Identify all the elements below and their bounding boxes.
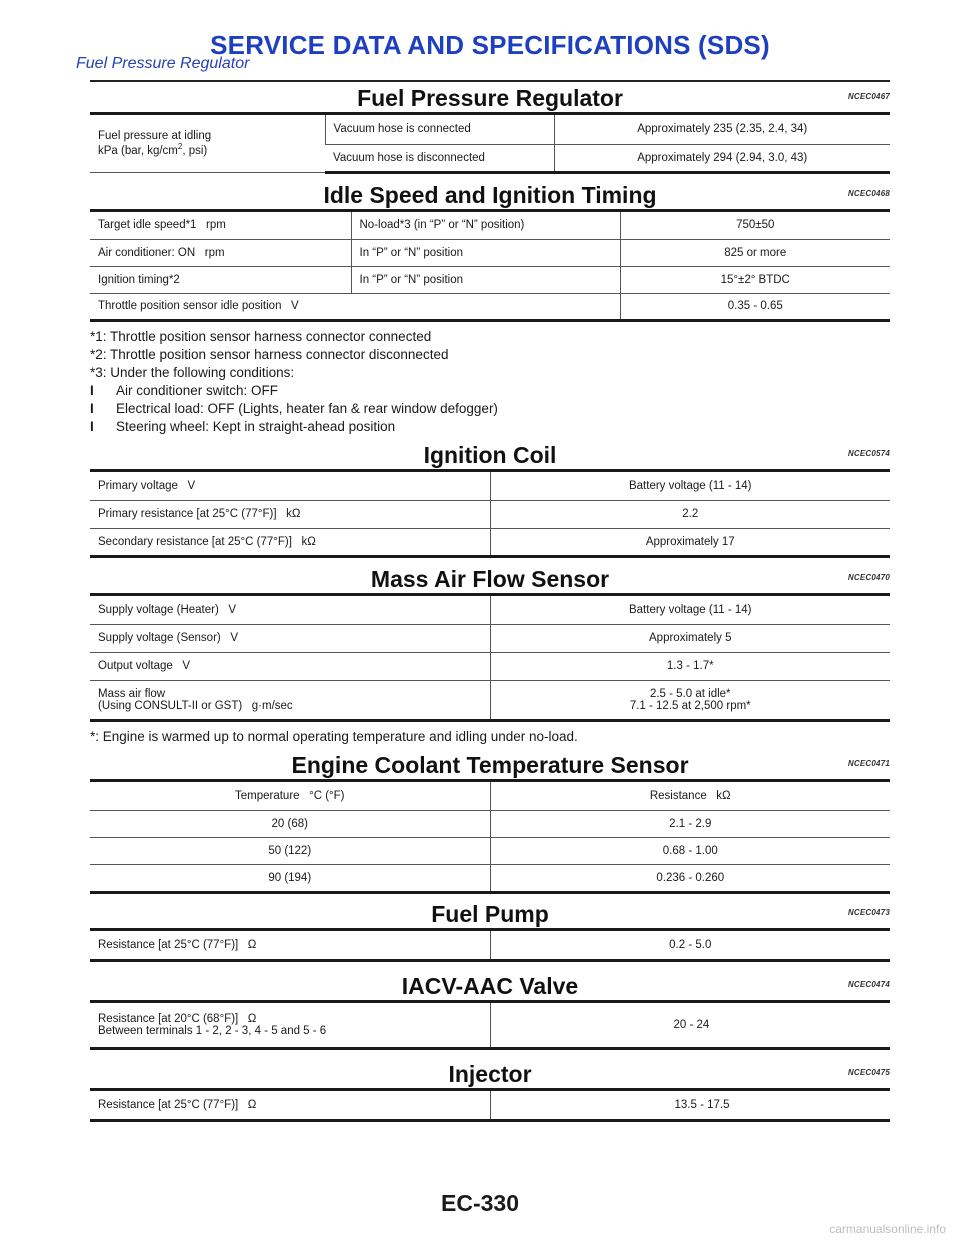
section-heading	[90, 1060, 890, 1088]
bullet-item	[90, 382, 890, 400]
table-cell: Approximately 235 (2.35, 2.4, 34)	[554, 115, 890, 144]
spec-table	[90, 1091, 890, 1122]
section-code: NCEC0574	[847, 449, 890, 458]
section-title: Engine Coolant Temperature Sensor	[291, 752, 689, 778]
section-coolant-temperature-sensor	[90, 751, 890, 894]
cell-line: Between terminals 1 - 2, 2 - 3, 4 - 5 and 5 - 6	[98, 1024, 327, 1037]
bullet-item	[90, 418, 890, 436]
table-row	[90, 810, 890, 837]
table-row	[90, 624, 890, 652]
table-row	[90, 1091, 890, 1120]
section-title: Mass Air Flow Sensor	[370, 566, 610, 592]
table-cell: 2.1 - 2.9	[490, 810, 890, 837]
section-heading	[90, 565, 890, 593]
cell-line	[98, 142, 317, 157]
cell-line: Resistance [at 20°C (68°F)] Ω	[98, 1012, 257, 1025]
spec-table	[90, 1003, 890, 1050]
section-iacv-aac-valve	[90, 972, 890, 1050]
bullet-icon: I	[90, 401, 94, 416]
cell-line: 7.1 - 12.5 at 2,500 rpm*	[629, 699, 751, 712]
table-row	[90, 500, 890, 528]
table-row	[90, 266, 890, 293]
table-header-row	[90, 782, 890, 810]
table-cell: Output voltage V	[90, 652, 490, 680]
section-code: NCEC0471	[847, 759, 890, 768]
table-cell: 50 (122)	[90, 837, 490, 864]
table-row	[90, 472, 890, 500]
table-row	[90, 528, 890, 556]
section-heading	[90, 972, 890, 1000]
section-title: Fuel Pressure Regulator	[357, 85, 623, 111]
spec-table	[90, 212, 890, 322]
section-injector	[90, 1060, 890, 1122]
table-cell: Approximately 5	[490, 624, 890, 652]
section-fuel-pressure-regulator	[90, 84, 890, 174]
table-cell	[90, 115, 325, 172]
table-row	[90, 931, 890, 960]
cell-line: (Using CONSULT-II or GST) g·m/sec	[98, 699, 293, 712]
section-code: NCEC0473	[847, 908, 890, 917]
cell-text: kPa (bar, kg/cm	[98, 144, 178, 157]
cell-line: 2.5 - 5.0 at idle*	[649, 687, 731, 700]
table-cell: 90 (194)	[90, 864, 490, 892]
table-cell: Approximately 17	[490, 528, 890, 556]
table-cell: 825 or more	[620, 239, 890, 266]
header-divider	[90, 80, 890, 82]
section-fuel-pump	[90, 900, 890, 962]
table-cell: Resistance [at 25°C (77°F)] Ω	[90, 1091, 490, 1120]
table-cell: In “P” or “N” position	[351, 239, 620, 266]
bullet-text: Air conditioner switch: OFF	[116, 383, 279, 398]
table-row	[90, 837, 890, 864]
spec-table	[90, 115, 890, 174]
table-row	[90, 212, 890, 239]
section-heading	[90, 751, 890, 779]
column-header: Resistance kΩ	[490, 782, 890, 810]
table-cell: 0.35 - 0.65	[620, 293, 890, 320]
superscript: 2	[177, 141, 183, 151]
table-row	[90, 652, 890, 680]
table-row	[90, 864, 890, 892]
table-cell: Vacuum hose is disconnected	[325, 144, 554, 172]
cell-line: Mass air flow	[98, 687, 166, 700]
table-cell	[490, 680, 890, 720]
cell-text: , psi)	[182, 144, 208, 157]
cell-line: Fuel pressure at idling	[98, 129, 212, 142]
column-header: Temperature °C (°F)	[90, 782, 490, 810]
table-cell: Air conditioner: ON rpm	[90, 239, 351, 266]
page-number: EC-330	[441, 1190, 519, 1216]
table-cell	[90, 680, 490, 720]
footnote: *: Engine is warmed up to normal operating temperature and idling under no-load.	[90, 729, 578, 744]
section-heading	[90, 441, 890, 469]
table-cell: Primary voltage V	[90, 472, 490, 500]
maf-footnote	[90, 728, 890, 746]
footnote: *3: Under the following conditions:	[90, 365, 295, 380]
table-cell: 0.68 - 1.00	[490, 837, 890, 864]
spec-table	[90, 782, 890, 894]
watermark: carmanualsonline.info	[829, 1222, 946, 1236]
section-idle-speed	[90, 181, 890, 322]
table-cell: Target idle speed*1 rpm	[90, 212, 351, 239]
table-cell: In “P” or “N” position	[351, 266, 620, 293]
table-cell: 1.3 - 1.7*	[490, 652, 890, 680]
table-cell: 13.5 - 17.5	[490, 1091, 890, 1120]
bullet-icon: I	[90, 383, 94, 398]
table-cell: 20 (68)	[90, 810, 490, 837]
table-cell: 0.236 - 0.260	[490, 864, 890, 892]
table-row	[90, 1003, 890, 1048]
table-cell: Ignition timing*2	[90, 266, 351, 293]
section-heading	[90, 84, 890, 112]
bullet-item	[90, 400, 890, 418]
bullet-text: Electrical load: OFF (Lights, heater fan & rear window defogger)	[116, 401, 498, 416]
section-title: Injector	[448, 1061, 532, 1087]
table-cell: 20 - 24	[490, 1003, 890, 1048]
table-cell: 15°±2° BTDC	[620, 266, 890, 293]
table-cell: Vacuum hose is connected	[325, 115, 554, 144]
section-code: NCEC0470	[847, 573, 890, 582]
table-row	[90, 239, 890, 266]
section-title: Fuel Pump	[431, 901, 549, 927]
table-cell: Battery voltage (11 - 14)	[490, 596, 890, 624]
section-code: NCEC0468	[847, 189, 890, 198]
table-cell: 2.2	[490, 500, 890, 528]
table-cell: Primary resistance [at 25°C (77°F)] kΩ	[90, 500, 490, 528]
section-title: Ignition Coil	[423, 442, 557, 468]
section-mass-air-flow-sensor	[90, 565, 890, 722]
table-cell: Throttle position sensor idle position V	[90, 293, 620, 320]
table-row	[90, 680, 890, 720]
table-cell: 750±50	[620, 212, 890, 239]
section-code: NCEC0467	[847, 92, 890, 101]
table-row	[90, 115, 890, 144]
table-row	[90, 596, 890, 624]
section-title: Idle Speed and Ignition Timing	[323, 182, 657, 208]
table-cell: No-load*3 (in “P” or “N” position)	[351, 212, 620, 239]
section-code: NCEC0474	[847, 980, 890, 989]
idle-footnotes	[90, 328, 890, 436]
spec-table	[90, 472, 890, 558]
table-cell: Supply voltage (Heater) V	[90, 596, 490, 624]
table-cell	[90, 1003, 490, 1048]
footnote: *1: Throttle position sensor harness connector connected	[90, 329, 432, 344]
table-cell: Secondary resistance [at 25°C (77°F)] kΩ	[90, 528, 490, 556]
section-title: IACV-AAC Valve	[401, 973, 579, 999]
bullet-text: Steering wheel: Kept in straight-ahead position	[116, 419, 396, 434]
page-header-subtitle: Fuel Pressure Regulator	[76, 55, 250, 72]
page-header-title: SERVICE DATA AND SPECIFICATIONS (SDS)	[210, 30, 770, 60]
spec-table	[90, 596, 890, 722]
table-cell: Approximately 294 (2.94, 3.0, 43)	[554, 144, 890, 172]
spec-table	[90, 931, 890, 962]
section-heading	[90, 900, 890, 928]
footnote: *2: Throttle position sensor harness connector disconnected	[90, 347, 449, 362]
table-row	[90, 293, 890, 320]
table-cell: Resistance [at 25°C (77°F)] Ω	[90, 931, 490, 960]
table-cell: Supply voltage (Sensor) V	[90, 624, 490, 652]
section-code: NCEC0475	[847, 1068, 890, 1077]
section-heading	[90, 181, 890, 209]
table-cell: 0.2 - 5.0	[490, 931, 890, 960]
table-cell: Battery voltage (11 - 14)	[490, 472, 890, 500]
section-ignition-coil	[90, 441, 890, 558]
bullet-icon: I	[90, 419, 94, 434]
